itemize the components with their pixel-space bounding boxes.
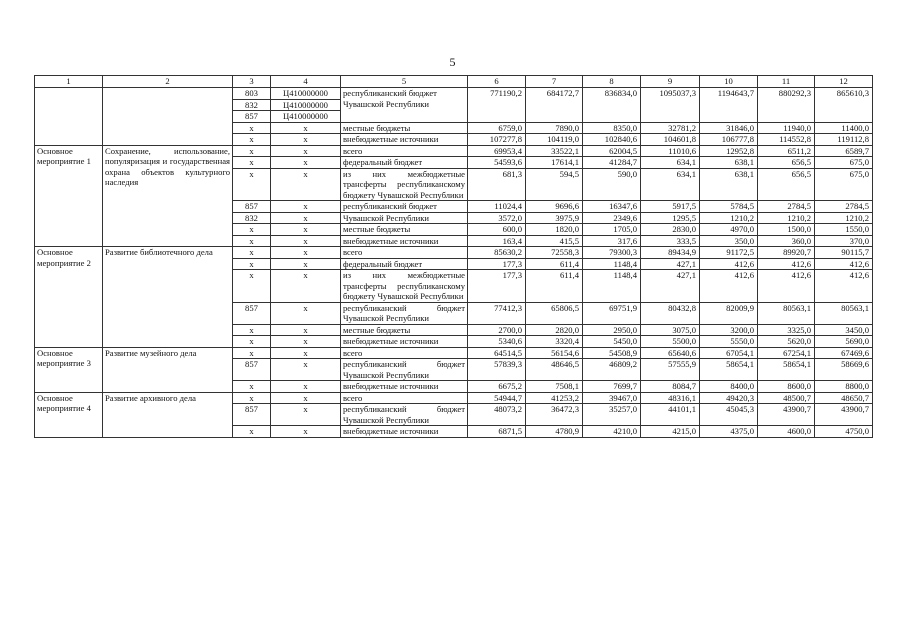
value-cell: 54593,6 xyxy=(468,157,526,169)
value-cell: 2784,5 xyxy=(758,201,815,213)
value-cell: 5450,0 xyxy=(583,336,641,348)
value-cell: 412,6 xyxy=(700,258,758,270)
value-cell: 11400,0 xyxy=(815,122,873,134)
value-cell: 4750,0 xyxy=(815,426,873,438)
event-label-cell: Основное мероприятие 4 xyxy=(35,392,103,437)
source-cell: Чувашской Республики xyxy=(341,212,468,224)
header-row xyxy=(35,76,873,88)
source-cell: внебюджетные источники xyxy=(341,381,468,393)
code-cell: х xyxy=(271,235,341,247)
code-cell: х xyxy=(271,168,341,201)
event-name-cell: Развитие архивного дела xyxy=(103,392,233,437)
value-cell: 8400,0 xyxy=(700,381,758,393)
code-cell: 857 xyxy=(233,111,271,123)
header-cell: 5 xyxy=(341,76,468,88)
value-cell: 163,4 xyxy=(468,235,526,247)
code-cell: х xyxy=(271,359,341,381)
empty-cell xyxy=(103,88,233,146)
source-cell: из них межбюджетные трансферты республиканскому бюджету Чувашской Республики xyxy=(341,270,468,303)
header-cell: 3 xyxy=(233,76,271,88)
value-cell: 89920,7 xyxy=(758,247,815,259)
value-cell: 2784,5 xyxy=(815,201,873,213)
value-cell: 675,0 xyxy=(815,157,873,169)
value-cell: 12952,8 xyxy=(700,145,758,157)
event-name-cell: Сохранение, использование, популяризация и государственная охрана объектов культурного наследия xyxy=(103,145,233,247)
header-cell: 4 xyxy=(271,76,341,88)
value-cell: 594,5 xyxy=(526,168,583,201)
value-cell: 1500,0 xyxy=(758,224,815,236)
value-cell: 4210,0 xyxy=(583,426,641,438)
source-cell: всего xyxy=(341,247,468,259)
value-cell: 80432,8 xyxy=(641,302,700,324)
value-cell: 48073,2 xyxy=(468,404,526,426)
table-row xyxy=(35,392,873,404)
value-cell: 69751,9 xyxy=(583,302,641,324)
value-cell: 317,6 xyxy=(583,235,641,247)
value-cell: 39467,0 xyxy=(583,392,641,404)
value-cell: 69953,4 xyxy=(468,145,526,157)
value-cell: 656,5 xyxy=(758,157,815,169)
value-cell: 5620,0 xyxy=(758,336,815,348)
header-cell: 7 xyxy=(526,76,583,88)
header-cell: 8 xyxy=(583,76,641,88)
value-cell: 4375,0 xyxy=(700,426,758,438)
value-cell: 49420,3 xyxy=(700,392,758,404)
code-cell: х xyxy=(271,212,341,224)
header-cell: 1 xyxy=(35,76,103,88)
event-name-cell: Развитие библиотечного дела xyxy=(103,247,233,348)
value-cell: 54944,7 xyxy=(468,392,526,404)
value-cell: 104119,0 xyxy=(526,134,583,146)
code-cell: х xyxy=(233,157,271,169)
value-cell: 177,3 xyxy=(468,258,526,270)
source-cell: республиканский бюджет Чувашской Республики xyxy=(341,359,468,381)
value-cell: 41284,7 xyxy=(583,157,641,169)
value-cell: 62004,5 xyxy=(583,145,641,157)
code-cell: х xyxy=(271,201,341,213)
code-cell: х xyxy=(233,426,271,438)
code-cell: 857 xyxy=(233,404,271,426)
value-cell: 58669,6 xyxy=(815,359,873,381)
table-row xyxy=(35,347,873,359)
value-cell: 412,6 xyxy=(758,258,815,270)
code-cell: х xyxy=(233,134,271,146)
source-cell: федеральный бюджет xyxy=(341,157,468,169)
event-label-cell: Основное мероприятие 1 xyxy=(35,145,103,247)
value-cell: 4970,0 xyxy=(700,224,758,236)
value-cell: 85630,2 xyxy=(468,247,526,259)
value-cell: 4600,0 xyxy=(758,426,815,438)
value-cell: 65806,5 xyxy=(526,302,583,324)
code-cell: х xyxy=(233,347,271,359)
value-cell: 45045,3 xyxy=(700,404,758,426)
code-cell: 857 xyxy=(233,359,271,381)
value-cell: 54508,9 xyxy=(583,347,641,359)
value-cell: 5690,0 xyxy=(815,336,873,348)
code-cell: х xyxy=(233,336,271,348)
value-cell: 79300,3 xyxy=(583,247,641,259)
value-cell: 6675,2 xyxy=(468,381,526,393)
value-cell: 1705,0 xyxy=(583,224,641,236)
code-cell: х xyxy=(271,122,341,134)
value-cell: 80563,1 xyxy=(815,302,873,324)
code-cell: 832 xyxy=(233,99,271,111)
value-cell: 634,1 xyxy=(641,168,700,201)
value-cell: 590,0 xyxy=(583,168,641,201)
value-cell: 48500,7 xyxy=(758,392,815,404)
code-cell: х xyxy=(271,381,341,393)
code-cell: х xyxy=(233,381,271,393)
value-cell: 611,4 xyxy=(526,258,583,270)
value-cell: 44101,1 xyxy=(641,404,700,426)
table-row xyxy=(35,145,873,157)
value-cell: 17614,1 xyxy=(526,157,583,169)
value-cell: 360,0 xyxy=(758,235,815,247)
header-cell: 10 xyxy=(700,76,758,88)
source-cell: федеральный бюджет xyxy=(341,258,468,270)
value-cell: 6511,2 xyxy=(758,145,815,157)
value-cell: 48650,7 xyxy=(815,392,873,404)
code-cell: х xyxy=(233,392,271,404)
value-cell: 638,1 xyxy=(700,157,758,169)
value-cell: 32781,2 xyxy=(641,122,700,134)
value-cell: 333,5 xyxy=(641,235,700,247)
source-cell: внебюджетные источники xyxy=(341,235,468,247)
value-cell: 35257,0 xyxy=(583,404,641,426)
value-cell: 6759,0 xyxy=(468,122,526,134)
value-cell: 80563,1 xyxy=(758,302,815,324)
code-cell: 857 xyxy=(233,302,271,324)
value-cell: 6871,5 xyxy=(468,426,526,438)
value-cell: 1210,2 xyxy=(758,212,815,224)
value-cell: 1148,4 xyxy=(583,270,641,303)
code-cell: х xyxy=(271,270,341,303)
value-cell: 1194643,7 xyxy=(700,88,758,123)
code-cell: х xyxy=(233,145,271,157)
source-cell: местные бюджеты xyxy=(341,122,468,134)
value-cell: 611,4 xyxy=(526,270,583,303)
budget-table xyxy=(34,75,873,438)
value-cell: 5917,5 xyxy=(641,201,700,213)
value-cell: 5340,6 xyxy=(468,336,526,348)
value-cell: 48646,5 xyxy=(526,359,583,381)
code-cell: х xyxy=(271,247,341,259)
code-cell: х xyxy=(233,122,271,134)
value-cell: 2950,0 xyxy=(583,324,641,336)
code-cell: х xyxy=(271,324,341,336)
value-cell: 412,6 xyxy=(815,258,873,270)
code-cell: х xyxy=(233,247,271,259)
value-cell: 1095037,3 xyxy=(641,88,700,123)
value-cell: 1148,4 xyxy=(583,258,641,270)
value-cell: 57839,3 xyxy=(468,359,526,381)
value-cell: 58654,1 xyxy=(700,359,758,381)
value-cell: 1210,2 xyxy=(815,212,873,224)
source-cell: всего xyxy=(341,392,468,404)
value-cell: 1210,2 xyxy=(700,212,758,224)
source-cell: всего xyxy=(341,145,468,157)
value-cell: 638,1 xyxy=(700,168,758,201)
value-cell: 5500,0 xyxy=(641,336,700,348)
value-cell: 106777,8 xyxy=(700,134,758,146)
source-cell: внебюджетные источники xyxy=(341,336,468,348)
value-cell: 119112,8 xyxy=(815,134,873,146)
value-cell: 8600,0 xyxy=(758,381,815,393)
source-cell: внебюджетные источники xyxy=(341,134,468,146)
source-cell: местные бюджеты xyxy=(341,324,468,336)
value-cell: 58654,1 xyxy=(758,359,815,381)
value-cell: 2700,0 xyxy=(468,324,526,336)
value-cell: 11010,6 xyxy=(641,145,700,157)
value-cell: 880292,3 xyxy=(758,88,815,123)
value-cell: 107277,8 xyxy=(468,134,526,146)
value-cell: 5784,5 xyxy=(700,201,758,213)
header-cell: 2 xyxy=(103,76,233,88)
value-cell: 89434,9 xyxy=(641,247,700,259)
value-cell: 6589,7 xyxy=(815,145,873,157)
value-cell: 64514,5 xyxy=(468,347,526,359)
header-cell: 11 xyxy=(758,76,815,88)
code-cell: х xyxy=(271,134,341,146)
code-cell: х xyxy=(233,224,271,236)
code-cell: х xyxy=(233,324,271,336)
code-cell: Ц410000000 xyxy=(271,99,341,111)
value-cell: 82009,9 xyxy=(700,302,758,324)
value-cell: 3975,9 xyxy=(526,212,583,224)
code-cell: Ц410000000 xyxy=(271,111,341,123)
value-cell: 681,3 xyxy=(468,168,526,201)
value-cell: 675,0 xyxy=(815,168,873,201)
code-cell: х xyxy=(271,224,341,236)
value-cell: 43900,7 xyxy=(758,404,815,426)
code-cell: х xyxy=(271,145,341,157)
code-cell: х xyxy=(271,426,341,438)
value-cell: 57555,9 xyxy=(641,359,700,381)
value-cell: 65640,6 xyxy=(641,347,700,359)
page-number: 5 xyxy=(449,55,456,69)
event-label-cell: Основное мероприятие 3 xyxy=(35,347,103,392)
value-cell: 48316,1 xyxy=(641,392,700,404)
table-row xyxy=(35,88,873,100)
value-cell: 771190,2 xyxy=(468,88,526,123)
value-cell: 1295,5 xyxy=(641,212,700,224)
value-cell: 11024,4 xyxy=(468,201,526,213)
value-cell: 3320,4 xyxy=(526,336,583,348)
value-cell: 2820,0 xyxy=(526,324,583,336)
value-cell: 2830,0 xyxy=(641,224,700,236)
value-cell: 177,3 xyxy=(468,270,526,303)
value-cell: 4215,0 xyxy=(641,426,700,438)
code-cell: х xyxy=(233,235,271,247)
code-cell: х xyxy=(233,270,271,303)
value-cell: 3200,0 xyxy=(700,324,758,336)
code-cell: х xyxy=(271,157,341,169)
value-cell: 2349,6 xyxy=(583,212,641,224)
code-cell: х xyxy=(233,258,271,270)
table-row xyxy=(35,247,873,259)
value-cell: 72558,3 xyxy=(526,247,583,259)
value-cell: 7890,0 xyxy=(526,122,583,134)
value-cell: 4780,9 xyxy=(526,426,583,438)
code-cell: 832 xyxy=(233,212,271,224)
value-cell: 427,1 xyxy=(641,270,700,303)
value-cell: 5550,0 xyxy=(700,336,758,348)
code-cell: Ц410000000 xyxy=(271,88,341,100)
source-cell: из них межбюджетные трансферты республиканскому бюджету Чувашской Республики xyxy=(341,168,468,201)
header-cell: 6 xyxy=(468,76,526,88)
source-cell: республиканский бюджет Чувашской Республики xyxy=(341,88,468,123)
value-cell: 77412,3 xyxy=(468,302,526,324)
value-cell: 1550,0 xyxy=(815,224,873,236)
value-cell: 8084,7 xyxy=(641,381,700,393)
value-cell: 1820,0 xyxy=(526,224,583,236)
code-cell: х xyxy=(271,347,341,359)
value-cell: 656,5 xyxy=(758,168,815,201)
value-cell: 16347,6 xyxy=(583,201,641,213)
source-cell: республиканский бюджет xyxy=(341,201,468,213)
source-cell: республиканский бюджет Чувашской Республики xyxy=(341,404,468,426)
header-cell: 12 xyxy=(815,76,873,88)
value-cell: 427,1 xyxy=(641,258,700,270)
value-cell: 11940,0 xyxy=(758,122,815,134)
value-cell: 3450,0 xyxy=(815,324,873,336)
value-cell: 90115,7 xyxy=(815,247,873,259)
value-cell: 370,0 xyxy=(815,235,873,247)
value-cell: 67254,1 xyxy=(758,347,815,359)
value-cell: 412,6 xyxy=(815,270,873,303)
code-cell: 803 xyxy=(233,88,271,100)
value-cell: 3572,0 xyxy=(468,212,526,224)
code-cell: х xyxy=(271,392,341,404)
code-cell: 857 xyxy=(233,201,271,213)
value-cell: 350,0 xyxy=(700,235,758,247)
code-cell: х xyxy=(271,336,341,348)
value-cell: 104601,8 xyxy=(641,134,700,146)
value-cell: 7508,1 xyxy=(526,381,583,393)
value-cell: 43900,7 xyxy=(815,404,873,426)
value-cell: 415,5 xyxy=(526,235,583,247)
value-cell: 67469,6 xyxy=(815,347,873,359)
value-cell: 634,1 xyxy=(641,157,700,169)
source-cell: всего xyxy=(341,347,468,359)
code-cell: х xyxy=(233,168,271,201)
value-cell: 67054,1 xyxy=(700,347,758,359)
value-cell: 102840,6 xyxy=(583,134,641,146)
value-cell: 3075,0 xyxy=(641,324,700,336)
value-cell: 3325,0 xyxy=(758,324,815,336)
value-cell: 8800,0 xyxy=(815,381,873,393)
code-cell: х xyxy=(271,258,341,270)
value-cell: 7699,7 xyxy=(583,381,641,393)
value-cell: 9696,6 xyxy=(526,201,583,213)
empty-cell xyxy=(35,88,103,146)
value-cell: 33522,1 xyxy=(526,145,583,157)
source-cell: республиканский бюджет Чувашской Республики xyxy=(341,302,468,324)
value-cell: 865610,3 xyxy=(815,88,873,123)
value-cell: 46809,2 xyxy=(583,359,641,381)
source-cell: местные бюджеты xyxy=(341,224,468,236)
header-cell: 9 xyxy=(641,76,700,88)
value-cell: 836834,0 xyxy=(583,88,641,123)
event-label-cell: Основное мероприятие 2 xyxy=(35,247,103,348)
value-cell: 114552,8 xyxy=(758,134,815,146)
value-cell: 684172,7 xyxy=(526,88,583,123)
event-name-cell: Развитие музейного дела xyxy=(103,347,233,392)
value-cell: 36472,3 xyxy=(526,404,583,426)
value-cell: 56154,6 xyxy=(526,347,583,359)
value-cell: 41253,2 xyxy=(526,392,583,404)
value-cell: 412,6 xyxy=(758,270,815,303)
value-cell: 8350,0 xyxy=(583,122,641,134)
value-cell: 600,0 xyxy=(468,224,526,236)
code-cell: х xyxy=(271,302,341,324)
code-cell: х xyxy=(271,404,341,426)
value-cell: 31846,0 xyxy=(700,122,758,134)
value-cell: 412,6 xyxy=(700,270,758,303)
value-cell: 91172,5 xyxy=(700,247,758,259)
source-cell: внебюджетные источники xyxy=(341,426,468,438)
